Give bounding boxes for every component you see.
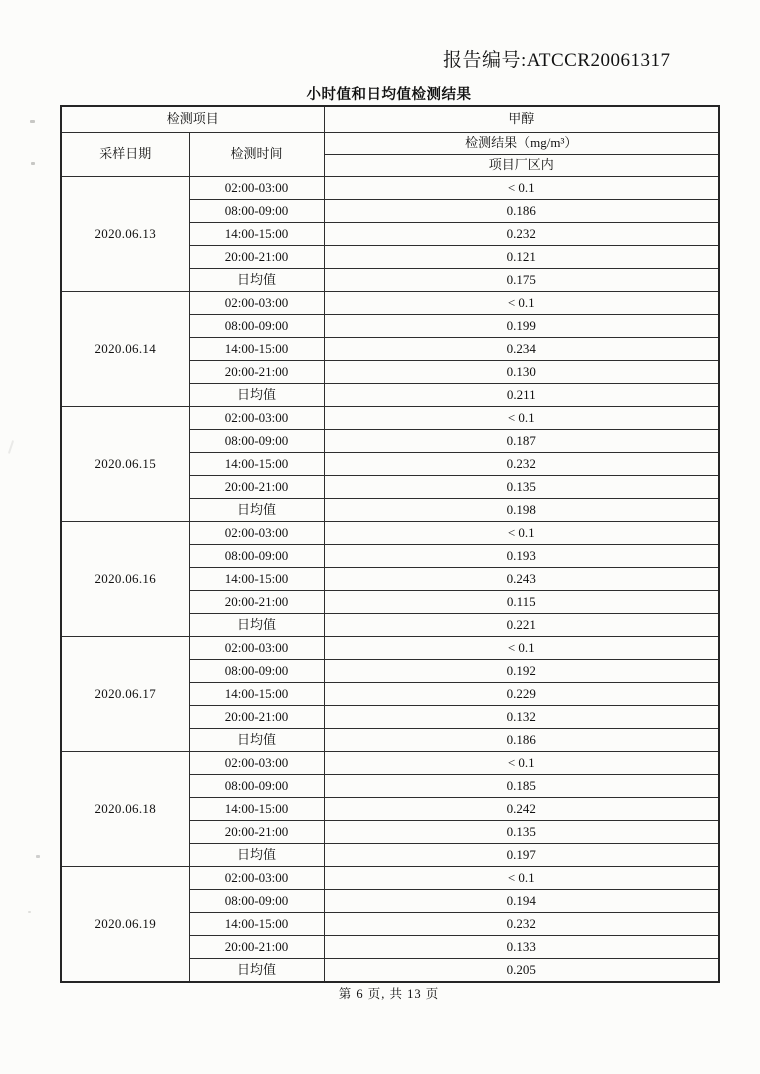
detect-time-cell: 日均值 — [189, 384, 324, 407]
result-value-cell: 0.197 — [324, 844, 719, 867]
detect-time-cell: 日均值 — [189, 844, 324, 867]
result-value-cell: < 0.1 — [324, 867, 719, 890]
scan-artifact — [28, 911, 31, 913]
sample-date-cell: 2020.06.17 — [61, 637, 189, 752]
result-value-cell: 0.193 — [324, 545, 719, 568]
table-row — [61, 752, 719, 775]
result-value-cell: 0.234 — [324, 338, 719, 361]
result-value-cell: 0.198 — [324, 499, 719, 522]
detect-time-cell: 20:00-21:00 — [189, 706, 324, 729]
sample-date-cell: 2020.06.15 — [61, 407, 189, 522]
detect-time-cell: 02:00-03:00 — [189, 177, 324, 200]
result-value-cell: 0.135 — [324, 476, 719, 499]
detect-time-cell: 08:00-09:00 — [189, 545, 324, 568]
detect-time-cell: 08:00-09:00 — [189, 430, 324, 453]
result-value-cell: 0.211 — [324, 384, 719, 407]
detect-time-cell: 02:00-03:00 — [189, 637, 324, 660]
detect-time-cell: 14:00-15:00 — [189, 568, 324, 591]
result-value-cell: 0.121 — [324, 246, 719, 269]
scan-artifact — [31, 162, 35, 165]
results-table-body — [61, 177, 719, 983]
table-row — [61, 292, 719, 315]
detect-time-cell: 08:00-09:00 — [189, 775, 324, 798]
result-value-cell: < 0.1 — [324, 752, 719, 775]
sample-date-cell: 2020.06.19 — [61, 867, 189, 983]
detect-time-cell: 14:00-15:00 — [189, 798, 324, 821]
header-location: 项目厂区内 — [324, 155, 719, 177]
result-value-cell: 0.242 — [324, 798, 719, 821]
result-value-cell: 0.175 — [324, 269, 719, 292]
detect-time-cell: 02:00-03:00 — [189, 752, 324, 775]
detect-time-cell: 02:00-03:00 — [189, 522, 324, 545]
result-value-cell: 0.221 — [324, 614, 719, 637]
result-value-cell: 0.205 — [324, 959, 719, 983]
result-value-cell: 0.192 — [324, 660, 719, 683]
report-number: 报告编号:ATCCR20061317 — [443, 50, 671, 71]
detect-time-cell: 日均值 — [189, 959, 324, 983]
results-table-header — [61, 106, 719, 177]
page-indicator: 第 6 页, 共 13 页 — [338, 987, 440, 1001]
detect-time-cell: 20:00-21:00 — [189, 361, 324, 384]
header-detect-item: 检测项目 — [61, 106, 324, 133]
detect-time-cell: 20:00-21:00 — [189, 936, 324, 959]
detect-time-cell: 14:00-15:00 — [189, 453, 324, 476]
detect-time-cell: 14:00-15:00 — [189, 683, 324, 706]
detect-time-cell: 日均值 — [189, 269, 324, 292]
result-value-cell: 0.130 — [324, 361, 719, 384]
detect-time-cell: 20:00-21:00 — [189, 476, 324, 499]
detect-time-cell: 14:00-15:00 — [189, 223, 324, 246]
detect-time-cell: 08:00-09:00 — [189, 200, 324, 223]
detect-time-cell: 日均值 — [189, 499, 324, 522]
result-value-cell: 0.133 — [324, 936, 719, 959]
table-row — [61, 522, 719, 545]
result-value-cell: 0.187 — [324, 430, 719, 453]
header-detect-time: 检测时间 — [189, 133, 324, 177]
table-row — [61, 177, 719, 200]
detect-time-cell: 14:00-15:00 — [189, 338, 324, 361]
result-value-cell: 0.132 — [324, 706, 719, 729]
result-value-cell: < 0.1 — [324, 292, 719, 315]
detect-time-cell: 14:00-15:00 — [189, 913, 324, 936]
detect-time-cell: 日均值 — [189, 614, 324, 637]
result-value-cell: 0.186 — [324, 729, 719, 752]
result-value-cell: 0.229 — [324, 683, 719, 706]
detect-time-cell: 08:00-09:00 — [189, 890, 324, 913]
header-row-2 — [61, 133, 719, 155]
result-value-cell: 0.135 — [324, 821, 719, 844]
detect-time-cell: 日均值 — [189, 729, 324, 752]
result-value-cell: 0.194 — [324, 890, 719, 913]
result-value-cell: 0.199 — [324, 315, 719, 338]
header-result-unit: 检测结果（mg/m³） — [324, 133, 719, 155]
page-title: 小时值和日均值检测结果 — [306, 87, 472, 103]
detect-time-cell: 02:00-03:00 — [189, 867, 324, 890]
result-value-cell: < 0.1 — [324, 407, 719, 430]
detect-time-cell: 02:00-03:00 — [189, 407, 324, 430]
results-table — [60, 105, 720, 983]
scan-artifact — [30, 120, 35, 123]
header-row-1 — [61, 106, 719, 133]
sample-date-cell: 2020.06.18 — [61, 752, 189, 867]
detect-time-cell: 20:00-21:00 — [189, 821, 324, 844]
sample-date-cell: 2020.06.13 — [61, 177, 189, 292]
sample-date-cell: 2020.06.14 — [61, 292, 189, 407]
detect-time-cell: 02:00-03:00 — [189, 292, 324, 315]
result-value-cell: < 0.1 — [324, 522, 719, 545]
detect-time-cell: 20:00-21:00 — [189, 591, 324, 614]
scan-artifact — [36, 855, 40, 858]
detect-time-cell: 08:00-09:00 — [189, 315, 324, 338]
sample-date-cell: 2020.06.16 — [61, 522, 189, 637]
header-sample-date: 采样日期 — [61, 133, 189, 177]
result-value-cell: < 0.1 — [324, 637, 719, 660]
result-value-cell: 0.232 — [324, 223, 719, 246]
result-value-cell: 0.243 — [324, 568, 719, 591]
table-row — [61, 407, 719, 430]
result-value-cell: < 0.1 — [324, 177, 719, 200]
result-value-cell: 0.232 — [324, 913, 719, 936]
table-row — [61, 867, 719, 890]
detect-time-cell: 20:00-21:00 — [189, 246, 324, 269]
result-value-cell: 0.232 — [324, 453, 719, 476]
result-value-cell: 0.115 — [324, 591, 719, 614]
detect-time-cell: 08:00-09:00 — [189, 660, 324, 683]
header-substance: 甲醇 — [324, 106, 719, 133]
result-value-cell: 0.186 — [324, 200, 719, 223]
scan-artifact — [8, 440, 14, 454]
table-row — [61, 637, 719, 660]
result-value-cell: 0.185 — [324, 775, 719, 798]
